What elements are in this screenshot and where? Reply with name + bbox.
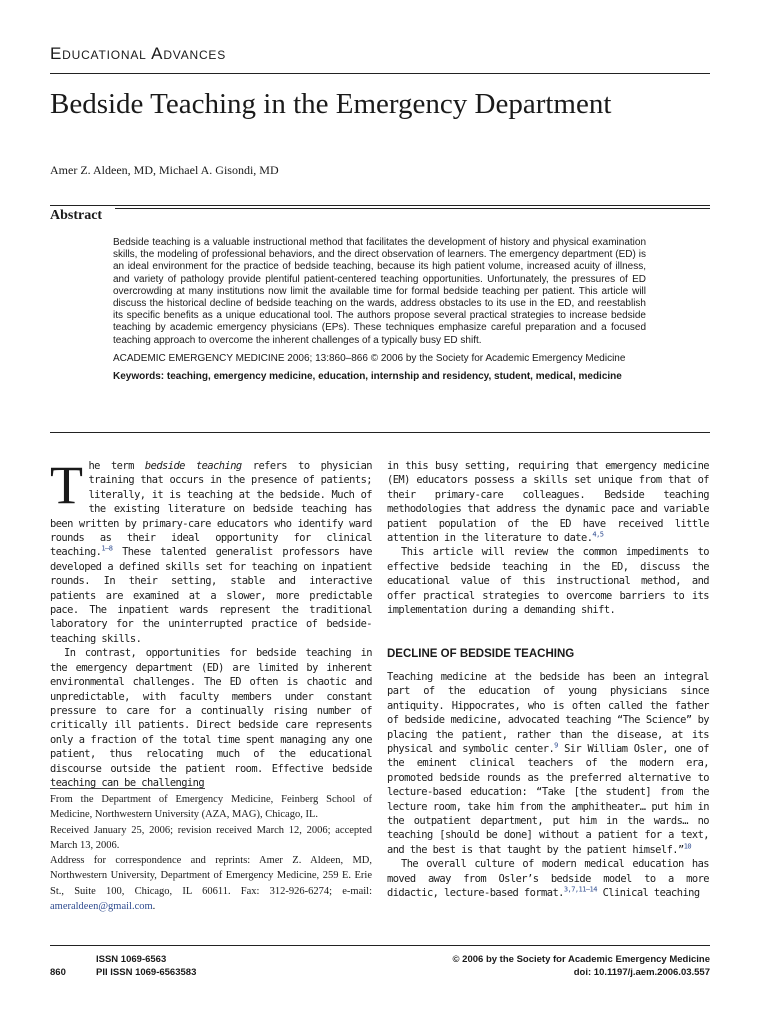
abstract-rule-bottom — [50, 432, 710, 433]
abstract-rule-top-1 — [50, 205, 710, 206]
page-number: 860 — [50, 967, 66, 978]
footnote-dates: Received January 25, 2006; revision received March 12, 2006; accepted March 13, 2006. — [50, 824, 372, 851]
abstract-block — [113, 237, 646, 389]
text-run: refers to physician training that occurs in the presence of patients; literally, it is teaching at the bedside. Much of the existing literature on bedside teaching has been written by primary-care educators who identify ward rounds as their ideal opportunity for clinical teaching. — [50, 460, 372, 559]
section-label: Educational Advances — [50, 44, 227, 63]
paragraph — [50, 455, 372, 646]
reference-link[interactable]: 1–8 — [101, 544, 113, 553]
doi-line[interactable]: doi: 10.1197/j.aem.2006.03.557 — [573, 967, 710, 978]
footnote-affiliation: From the Department of Emergency Medicine, Feinberg School of Medicine, Northwestern University (AZA, MAG), Chicago, IL. — [50, 794, 372, 821]
paragraph — [387, 459, 709, 545]
header-rule — [50, 73, 710, 74]
text-run: Clinical teaching — [596, 886, 700, 899]
copyright-line: © 2006 by the Society for Academic Emergency Medicine — [452, 954, 710, 965]
text-run: . — [152, 901, 156, 913]
issn-line: ISSN 1069-6563 — [96, 954, 167, 965]
keywords-list: teaching, emergency medicine, education, internship and residency, student, medical, medicine — [166, 371, 622, 383]
abstract-rule-top-2 — [115, 208, 710, 209]
section-heading: DECLINE OF BEDSIDE TEACHING — [387, 648, 575, 661]
footnote-address — [50, 853, 372, 914]
email-link[interactable]: ameraldeen@gmail.com — [50, 901, 153, 913]
dropcap: T — [50, 455, 83, 515]
abstract-citation: ACADEMIC EMERGENCY MEDICINE 2006; 13:860–866 © 2006 by the Society for Academic Emergency Medicine — [113, 352, 626, 364]
paragraph — [387, 857, 709, 900]
keywords-label: Keywords: — [113, 371, 165, 383]
footer-rule — [50, 945, 710, 946]
abstract-body: Bedside teaching is a valuable instructional method that facilitates the development of history and physical examination skills, the modeling of professional behaviors, and the direct observation of learners. The emergency department (ED) is an ideal environment for the practice of bedside teaching, because its high patient volume, increased acuity of illness, and variety of pathology provide plentiful patient-centered teaching opportunities. Unfortunately, the pressures of ED overcrowding at many institutions now limit the available time for formal bedside teaching per patient. This article will discuss the historical decline of bedside teaching on the wards, address obstacles to its use in the ED, and reestablish its specific benefits as a unique educational tool. The authors propose several practical strategies to increase bedside teaching by academic emergency physicians (EPs). These techniques emphasize careful preparation and a focused teaching approach to overcome the inherent challenges of a typically busy ED shift. — [113, 237, 646, 346]
abstract-heading: Abstract — [50, 208, 103, 223]
text-run: Teaching medicine at the bedside has been an integral part of the education of young physicians since antiquity. Hippocrates, who is often called the father of bedside medicine, advocated teaching “The Science” by placing the patient, rather than the disease, at its physical and symbolic center. — [387, 670, 709, 755]
body-column-right — [387, 459, 709, 900]
pii-line: PII ISSN 1069-6563583 — [96, 967, 197, 978]
abstract-keywords — [113, 371, 646, 383]
author-list: Amer Z. Aldeen, MD, Michael A. Gisondi, MD — [50, 163, 279, 177]
reference-link[interactable]: 10 — [683, 842, 692, 851]
footnote-block — [50, 792, 372, 914]
reference-link[interactable]: 4,5 — [592, 530, 604, 539]
article-title: Bedside Teaching in the Emergency Department — [50, 88, 612, 120]
reference-link[interactable]: 9 — [554, 741, 558, 750]
text-run: he term — [88, 460, 145, 472]
text-run: Sir William Osler, one of the eminent clinical teachers of the modern era, promoted bedside rounds as the preferred alternative to lecture-based education: “Take [the student] from the lecture room, take him from the amphitheater… put him in the outpatient department, put him in the wards… no teaching [should be done] without a patient for a text, and the best is that taught by the patient himself.” — [387, 742, 709, 856]
text-run: These talented generalist professors have developed a defined skills set for teaching on inpatient rounds. In their setting, stable and interactive patients are examined at a slower, more predictable pace. The inpatient wards represent the traditional laboratory for the uninterrupted practice of bedside-teaching skills. — [50, 546, 372, 645]
paragraph — [387, 670, 709, 857]
italic-term: bedside teaching — [144, 460, 242, 472]
text-run: Address for correspondence and reprints: Amer Z. Aldeen, MD, Northwestern University, Department of Emergency Medicine, 259 E. Erie St., Suite 100, Chicago, IL 60611. Fax: 312-926-6274; e-mail: — [50, 855, 372, 897]
paragraph: In contrast, opportunities for bedside teaching in the emergency department (ED) are limited by inherent environmental challenges. The ED often is chaotic and unpredictable, with faculty members under constant pressure to care for a continually rising number of critically ill patients. Direct bedside care represents only a fraction of the total time spent managing any one patient, thus relocating much of the educational discourse outside the patient room. Effective bedside teaching can be challenging — [50, 647, 372, 789]
body-column-left — [50, 455, 372, 790]
text-run: in this busy setting, requiring that emergency medicine (EM) educators possess a skills set unique from that of their primary-care colleagues. Bedside teaching methodologies that address the dynamic pace and variable patient population of the ED have received little attention in the literature to date. — [387, 460, 709, 545]
paragraph: This article will review the common impediments to effective bedside teaching in the ED, discuss the educational value of this instructional method, and offer practical strategies to overcome barriers to its implementation during a demanding shift. — [387, 546, 709, 617]
text-run: The overall culture of modern medical education has moved away from Osler’s bedside model to a more didactic, lecture-based format. — [387, 858, 709, 899]
footnote-rule — [50, 788, 205, 789]
reference-link[interactable]: 3,7,11–14 — [563, 885, 597, 894]
